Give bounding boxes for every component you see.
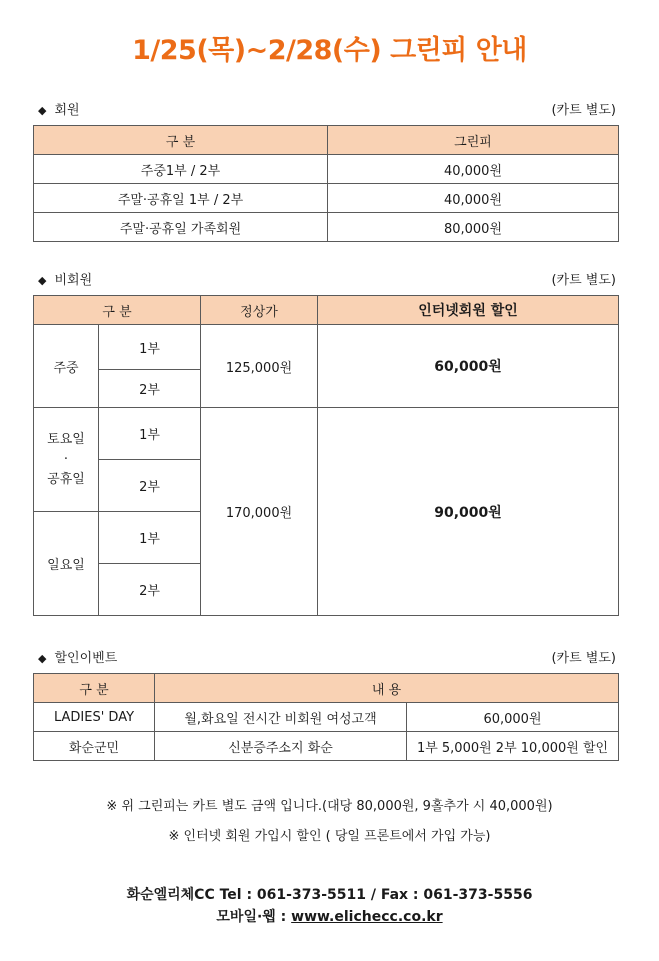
weekday-regular-price: 125,000원 xyxy=(201,325,318,408)
member-header-category: 구 분 xyxy=(34,126,328,155)
footnote-cart-fee: ※ 위 그린피는 카트 별도 금액 입니다.(대당 80,000원, 9홀추가 시 40,000원) xyxy=(106,799,553,814)
sunday-label: 일요일 xyxy=(34,512,99,616)
event-condition-cell: 신분증주소지 화순 xyxy=(155,732,407,761)
table-row xyxy=(34,408,619,460)
table-row xyxy=(34,184,619,213)
page-title: 1/25(목)~2/28(수) 그린피 안내 xyxy=(132,35,527,66)
event-section-heading xyxy=(38,650,620,668)
event-cart-note: (카트 별도) xyxy=(551,651,616,666)
member-category-cell: 주말·공휴일 1부 / 2부 xyxy=(34,184,328,213)
contact-phone-fax: 화순엘리체CC Tel : 061-373-5511 / Fax : 061-373-5556 xyxy=(126,887,533,903)
weekday-discount-price: 60,000원 xyxy=(318,325,619,408)
weekend-regular-price: 170,000원 xyxy=(201,408,318,616)
table-row xyxy=(34,732,619,761)
nonmember-section-heading xyxy=(38,272,620,290)
event-table xyxy=(33,673,619,761)
event-benefit-cell: 60,000원 xyxy=(407,703,619,732)
event-header-category: 구 분 xyxy=(34,674,155,703)
nonmember-cart-note: (카트 별도) xyxy=(551,273,616,288)
table-row xyxy=(34,213,619,242)
sat-part-1: 1부 xyxy=(99,408,201,460)
member-fee-cell: 40,000원 xyxy=(328,155,619,184)
nonmember-header-regular: 정상가 xyxy=(201,296,318,325)
nonmember-fee-table xyxy=(33,295,619,616)
nonmember-header-discount: 인터넷회원 할인 xyxy=(318,296,619,325)
member-header-fee: 그린피 xyxy=(328,126,619,155)
event-category-cell: LADIES' DAY xyxy=(34,703,155,732)
diamond-bullet-icon: ◆ xyxy=(38,104,47,117)
member-section-heading xyxy=(38,102,620,120)
weekday-part-2: 2부 xyxy=(99,370,201,408)
event-heading-label: 할인이벤트 xyxy=(54,651,118,666)
holiday-label: 공휴일 xyxy=(47,471,85,487)
event-header-content: 내 용 xyxy=(155,674,619,703)
sat-part-2: 2부 xyxy=(99,460,201,512)
diamond-bullet-icon: ◆ xyxy=(38,652,47,665)
member-cart-note: (카트 별도) xyxy=(551,103,616,118)
website-link[interactable]: www.elichecc.co.kr xyxy=(291,909,443,925)
member-category-cell: 주중1부 / 2부 xyxy=(34,155,328,184)
saturday-label: 토요일 xyxy=(47,431,85,447)
sun-part-1: 1부 xyxy=(99,512,201,564)
event-condition-cell: 월,화요일 전시간 비회원 여성고객 xyxy=(155,703,407,732)
weekday-part-1: 1부 xyxy=(99,325,201,370)
nonmember-header-category: 구 분 xyxy=(34,296,201,325)
diamond-bullet-icon: ◆ xyxy=(38,274,47,287)
sat-holiday-label xyxy=(34,408,99,512)
separator-dot: · xyxy=(63,451,69,467)
member-fee-table xyxy=(33,125,619,242)
mobile-web-label: 모바일·웹 : xyxy=(216,909,292,925)
footnote-internet-member: ※ 인터넷 회원 가입시 할인 ( 당일 프론트에서 가입 가능) xyxy=(168,829,491,844)
member-fee-cell: 40,000원 xyxy=(328,184,619,213)
member-fee-cell: 80,000원 xyxy=(328,213,619,242)
weekend-discount-price: 90,000원 xyxy=(318,408,619,616)
weekday-label: 주중 xyxy=(34,325,99,408)
table-row xyxy=(34,155,619,184)
table-row xyxy=(34,325,619,370)
sun-part-2: 2부 xyxy=(99,564,201,616)
contact-web xyxy=(0,906,659,926)
nonmember-heading-label: 비회원 xyxy=(54,273,93,288)
event-category-cell: 화순군민 xyxy=(34,732,155,761)
table-row xyxy=(34,703,619,732)
event-benefit-cell: 1부 5,000원 2부 10,000원 할인 xyxy=(407,732,619,761)
member-heading-label: 회원 xyxy=(54,103,80,118)
member-category-cell: 주말·공휴일 가족회원 xyxy=(34,213,328,242)
